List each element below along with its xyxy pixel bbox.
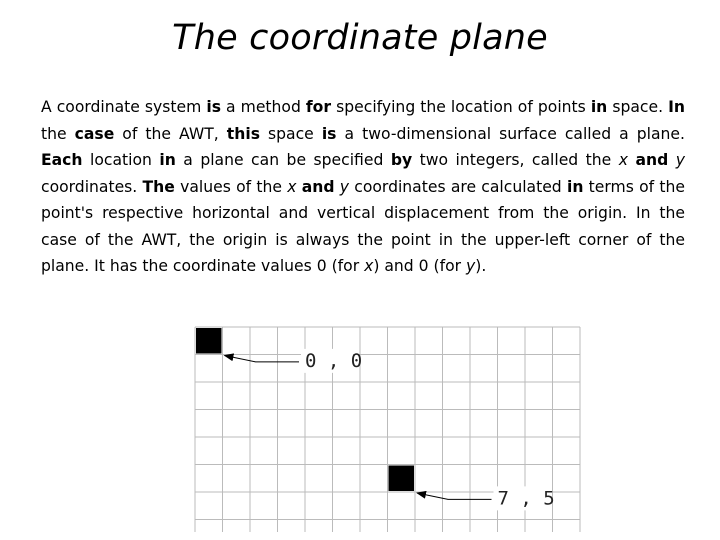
emphasis-bold: case bbox=[74, 124, 115, 143]
emphasis-bold: is bbox=[321, 124, 337, 143]
text-run: a plane can be specified bbox=[175, 151, 391, 169]
emphasis-bold: in bbox=[590, 98, 608, 116]
emphasis-bold: by bbox=[390, 151, 413, 169]
text-run: location bbox=[82, 151, 160, 169]
text-run: a two-dimensional surface called a plane. bbox=[336, 124, 685, 143]
coordinate-label: 0 , 0 bbox=[305, 349, 363, 372]
emphasis-bold: for bbox=[305, 98, 332, 116]
text-run: coordinates. bbox=[41, 177, 143, 196]
text-run: of the AWT, bbox=[114, 124, 227, 143]
text-run: a method bbox=[220, 98, 306, 116]
text-run: terms of the point's respective horizontal and vertical displacement from the origin. In the case of the AWT, the origin is always the point in the upper-left corner of the plane. It has the coordinate values 0 (for bbox=[41, 177, 685, 275]
filled-cell bbox=[196, 328, 222, 354]
text-run: ). bbox=[475, 257, 487, 275]
emphasis-bold: is bbox=[206, 98, 221, 116]
emphasis-bold: in bbox=[159, 151, 176, 169]
text-run: two integers, called the bbox=[412, 151, 619, 169]
text-run: ) and 0 (for bbox=[373, 257, 467, 275]
text-run: coordinates are calculated bbox=[349, 177, 567, 196]
emphasis-italic: x bbox=[618, 151, 628, 169]
filled-cell bbox=[389, 466, 415, 492]
emphasis-italic: y bbox=[339, 177, 350, 196]
text-run: specifying the location of points bbox=[331, 98, 591, 116]
text-run: values of the bbox=[174, 177, 288, 196]
pointer-arrow bbox=[225, 356, 300, 362]
text-run: space bbox=[259, 124, 322, 143]
emphasis-italic: x bbox=[287, 177, 297, 196]
emphasis-bold: this bbox=[226, 124, 260, 143]
coordinate-grid-diagram bbox=[190, 322, 590, 532]
emphasis-italic: x bbox=[364, 257, 374, 275]
coordinate-label: 7 , 5 bbox=[497, 487, 555, 510]
emphasis-bold: and bbox=[301, 177, 335, 196]
emphasis-bold: The bbox=[142, 177, 175, 196]
emphasis-italic: y bbox=[675, 151, 685, 169]
emphasis-bold: In bbox=[668, 98, 685, 116]
text-run: A coordinate system bbox=[41, 98, 207, 116]
text-run: the bbox=[41, 124, 75, 143]
emphasis-bold: Each bbox=[41, 151, 83, 169]
body-paragraph bbox=[41, 94, 685, 280]
emphasis-italic: y bbox=[466, 257, 476, 275]
text-run: space. bbox=[607, 98, 669, 116]
text-run bbox=[668, 151, 675, 169]
slide-title: The coordinate plane bbox=[172, 18, 548, 58]
emphasis-bold: in bbox=[566, 177, 584, 196]
pointer-arrow bbox=[417, 493, 492, 499]
emphasis-bold: and bbox=[635, 151, 669, 169]
